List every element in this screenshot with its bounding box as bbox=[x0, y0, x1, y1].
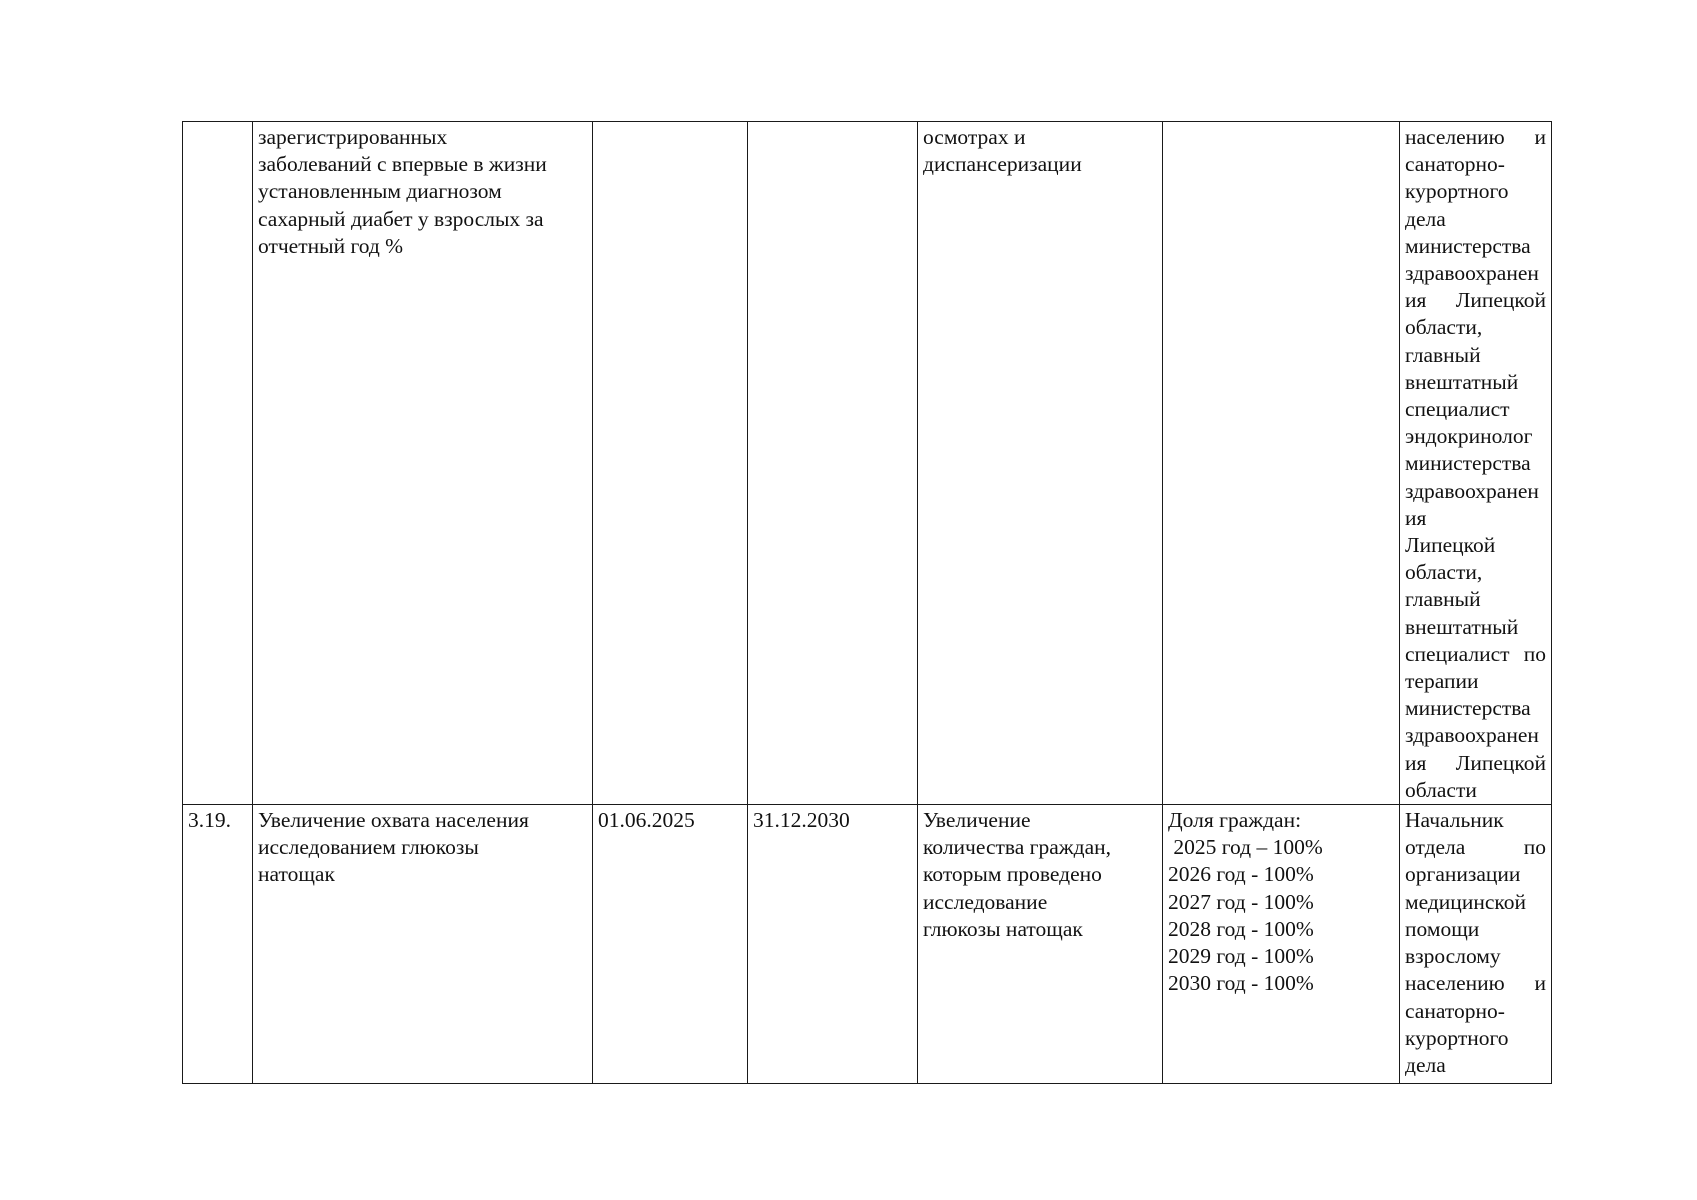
result-line: количества граждан, bbox=[923, 835, 1111, 860]
indicator-line: Увеличение охвата населения bbox=[258, 808, 529, 833]
cell-start-date bbox=[593, 122, 748, 805]
responsible-line: ия Липецкой bbox=[1405, 750, 1546, 775]
cell-start-date: 01.06.2025 bbox=[593, 805, 748, 1084]
cell-number: 3.19. bbox=[183, 805, 253, 1084]
target-line: 2027 год - 100% bbox=[1168, 889, 1314, 914]
responsible-line: помощи bbox=[1405, 916, 1480, 941]
result-line: исследование bbox=[923, 889, 1048, 914]
indicator-line: исследованием глюкозы bbox=[258, 835, 479, 860]
cell-responsible bbox=[1400, 805, 1552, 1084]
cell-result bbox=[918, 122, 1163, 805]
responsible-line: курортного bbox=[1405, 1025, 1509, 1050]
responsible-line: министерства bbox=[1405, 451, 1531, 476]
responsible-line: здравоохранен bbox=[1405, 478, 1539, 503]
result-line: Увеличение bbox=[923, 808, 1031, 833]
responsible-line: здравоохранен bbox=[1405, 261, 1539, 286]
indicator-line: натощак bbox=[258, 862, 335, 887]
cell-end-date bbox=[748, 122, 918, 805]
result-line: которым проведено bbox=[923, 862, 1102, 887]
indicator-line: зарегистрированных bbox=[258, 125, 448, 149]
responsible-line: внештатный bbox=[1405, 369, 1519, 394]
responsible-line: санаторно- bbox=[1405, 998, 1505, 1023]
cell-indicator bbox=[253, 122, 593, 805]
measures-table bbox=[182, 121, 1552, 1084]
responsible-line: Липецкой bbox=[1405, 533, 1496, 558]
responsible-line: населению и bbox=[1405, 125, 1546, 149]
target-line: 2030 год - 100% bbox=[1168, 971, 1314, 996]
responsible-line: организации bbox=[1405, 862, 1521, 887]
target-line: 2025 год – 100% bbox=[1168, 835, 1323, 860]
responsible-line: Начальник bbox=[1405, 808, 1504, 833]
responsible-line: терапии bbox=[1405, 669, 1479, 694]
indicator-line: заболеваний с впервые в жизни bbox=[258, 152, 547, 177]
responsible-line: ия Липецкой bbox=[1405, 288, 1546, 313]
responsible-line: главный bbox=[1405, 587, 1481, 612]
result-line: глюкозы натощак bbox=[923, 916, 1083, 941]
indicator-line: установленным диагнозом bbox=[258, 179, 502, 204]
table-row-3-19 bbox=[183, 805, 1552, 1084]
cell-responsible bbox=[1400, 122, 1552, 805]
target-line: 2029 год - 100% bbox=[1168, 944, 1314, 969]
responsible-line: министерства bbox=[1405, 696, 1531, 721]
cell-target bbox=[1163, 805, 1400, 1084]
result-line: диспансеризации bbox=[923, 152, 1082, 177]
responsible-line: медицинской bbox=[1405, 889, 1526, 914]
responsible-line: эндокринолог bbox=[1405, 424, 1533, 449]
responsible-line: отдела по bbox=[1405, 835, 1546, 860]
result-line: осмотрах и bbox=[923, 125, 1026, 149]
cell-indicator bbox=[253, 805, 593, 1084]
responsible-line: области, bbox=[1405, 560, 1483, 585]
responsible-line: внештатный bbox=[1405, 614, 1519, 639]
responsible-line: специалист по bbox=[1405, 641, 1546, 666]
target-line: 2028 год - 100% bbox=[1168, 916, 1314, 941]
cell-result bbox=[918, 805, 1163, 1084]
indicator-line: сахарный диабет у взрослых за bbox=[258, 206, 544, 231]
responsible-line: курортного bbox=[1405, 179, 1509, 204]
cell-end-date: 31.12.2030 bbox=[748, 805, 918, 1084]
responsible-line: ия bbox=[1405, 505, 1427, 530]
responsible-line: здравоохранен bbox=[1405, 723, 1539, 748]
responsible-line: санаторно- bbox=[1405, 152, 1505, 177]
target-line: 2026 год - 100% bbox=[1168, 862, 1314, 887]
responsible-line: министерства bbox=[1405, 233, 1531, 258]
responsible-line: дела bbox=[1405, 1052, 1446, 1077]
responsible-line: взрослому bbox=[1405, 944, 1501, 969]
responsible-line: главный bbox=[1405, 342, 1481, 367]
responsible-line: области bbox=[1405, 777, 1477, 802]
responsible-line: области, bbox=[1405, 315, 1483, 340]
indicator-line: отчетный год % bbox=[258, 233, 404, 258]
table-row-continued bbox=[183, 122, 1552, 805]
responsible-line: специалист bbox=[1405, 397, 1510, 422]
responsible-line: дела bbox=[1405, 206, 1446, 231]
target-line: Доля граждан: bbox=[1168, 808, 1302, 833]
cell-number bbox=[183, 122, 253, 805]
cell-target bbox=[1163, 122, 1400, 805]
responsible-line: населению и bbox=[1405, 971, 1546, 996]
